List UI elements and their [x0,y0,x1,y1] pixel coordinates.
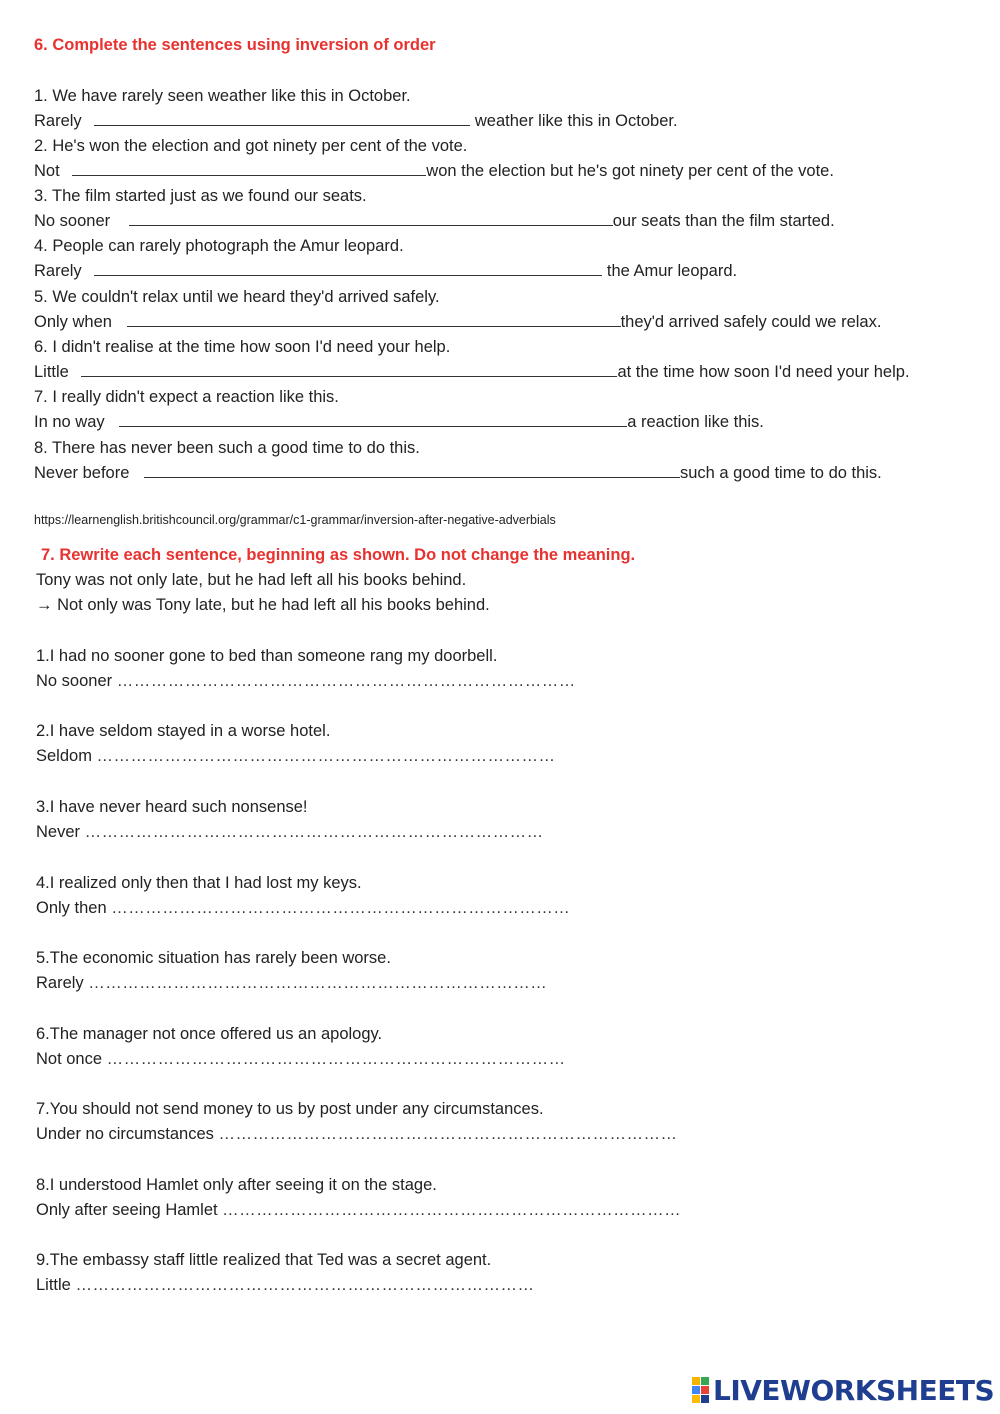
s6-a5-suffix: they'd arrived safely could we relax. [620,313,882,331]
s7-a7 [36,1124,678,1144]
s6-q3: 3. The film started just as we found our seats. [34,187,367,205]
s6-a5-prefix: Only when [34,313,112,331]
s7-q5: 5.The economic situation has rarely been worse. [36,949,391,967]
s7-q8: 8.I understood Hamlet only after seeing it on the stage. [36,1176,437,1194]
s6-a8-blank[interactable] [144,463,680,478]
s6-a1 [34,111,678,131]
s7-a8 [36,1200,681,1220]
s6-a7-blank[interactable] [119,412,627,427]
s6-a3-blank[interactable] [129,211,613,226]
s7-a8-prefix: Only after seeing Hamlet [36,1201,223,1219]
liveworksheets-logo [692,1373,995,1407]
s6-a8 [34,463,882,483]
s6-a6 [34,362,910,382]
s6-a1-prefix: Rarely [34,112,82,130]
s6-a4-prefix: Rarely [34,262,82,280]
s6-a6-prefix: Little [34,363,69,381]
s7-a7-dots[interactable]: ……………………………………………………………………… [218,1125,678,1143]
s7-example-original: Tony was not only late, but he had left all his books behind. [36,571,467,589]
s7-a6-dots[interactable]: ……………………………………………………………………… [106,1050,566,1068]
s6-a3 [34,211,835,231]
section7-heading: 7. Rewrite each sentence, beginning as shown. Do not change the meaning. [41,546,636,564]
s7-a9-dots[interactable]: ……………………………………………………………………… [75,1276,535,1294]
s7-a4-dots[interactable]: ……………………………………………………………………… [111,899,571,917]
s7-a3 [36,822,544,842]
s7-a9 [36,1275,534,1295]
s6-a4 [34,261,737,281]
s6-a2-blank[interactable] [72,161,426,176]
s6-a2-suffix: won the election but he's got ninety per cent of the vote. [426,162,834,180]
s6-a6-blank[interactable] [81,362,617,377]
s6-q7: 7. I really didn't expect a reaction like this. [34,388,339,406]
s6-a5-blank[interactable] [127,312,621,327]
s7-a5 [36,973,547,993]
s7-a6 [36,1049,566,1069]
s7-a8-dots[interactable]: ……………………………………………………………………… [222,1201,682,1219]
source-url: https://learnenglish.britishcouncil.org/grammar/c1-grammar/inversion-after-negative-adverbials [34,513,556,527]
s7-a4-prefix: Only then [36,899,112,917]
s6-q4: 4. People can rarely photograph the Amur leopard. [34,237,404,255]
s7-a9-prefix: Little [36,1276,76,1294]
s7-q1: 1.I had no sooner gone to bed than someone rang my doorbell. [36,647,498,665]
logo-tiles-icon [692,1377,709,1403]
s6-a3-prefix: No sooner [34,212,111,230]
s6-q5: 5. We couldn't relax until we heard they'd arrived safely. [34,288,440,306]
logo-text: LIVEWORKSHEETS [713,1373,995,1407]
s6-a3-suffix: our seats than the film started. [612,212,835,230]
s6-a1-blank[interactable] [94,111,470,126]
s6-a2-prefix: Not [34,162,60,180]
s6-q8: 8. There has never been such a good time to do this. [34,439,420,457]
s6-q2: 2. He's won the election and got ninety per cent of the vote. [34,137,468,155]
s6-a4-blank[interactable] [94,261,602,276]
s6-a4-suffix: the Amur leopard. [602,262,738,280]
s6-a7 [34,412,764,432]
s6-q6: 6. I didn't realise at the time how soon I'd need your help. [34,338,451,356]
s6-a2 [34,161,834,181]
s6-a8-prefix: Never before [34,464,130,482]
s7-a7-prefix: Under no circumstances [36,1125,219,1143]
s7-q6: 6.The manager not once offered us an apology. [36,1025,383,1043]
s7-q7: 7.You should not send money to us by post under any circumstances. [36,1100,544,1118]
s6-a6-suffix: at the time how soon I'd need your help. [617,363,910,381]
s6-a7-suffix: a reaction like this. [627,413,764,431]
s7-q2: 2.I have seldom stayed in a worse hotel. [36,722,331,740]
s7-a1 [36,671,576,691]
s6-q1: 1. We have rarely seen weather like this in October. [34,87,411,105]
s7-a6-prefix: Not once [36,1050,107,1068]
s7-q4: 4.I realized only then that I had lost my keys. [36,874,362,892]
s7-a3-dots[interactable]: ……………………………………………………………………… [84,823,544,841]
s6-a5 [34,312,881,332]
s6-a1-suffix: weather like this in October. [470,112,678,130]
s7-a2-prefix: Seldom [36,747,97,765]
s7-a4 [36,898,570,918]
s7-a2 [36,746,556,766]
s7-a2-dots[interactable]: ……………………………………………………………………… [96,747,556,765]
s7-a3-prefix: Never [36,823,85,841]
s7-example-rewritten: → Not only was Tony late, but he had left all his books behind. [36,596,490,614]
s7-a5-prefix: Rarely [36,974,89,992]
s7-a1-prefix: No sooner [36,672,117,690]
section6-heading: 6. Complete the sentences using inversion of order [34,36,436,54]
s7-a5-dots[interactable]: ……………………………………………………………………… [88,974,548,992]
s7-a1-dots[interactable]: ……………………………………………………………………… [116,672,576,690]
s7-q9: 9.The embassy staff little realized that Ted was a secret agent. [36,1251,492,1269]
s6-a8-suffix: such a good time to do this. [679,464,882,482]
s7-q3: 3.I have never heard such nonsense! [36,798,308,816]
s6-a7-prefix: In no way [34,413,105,431]
